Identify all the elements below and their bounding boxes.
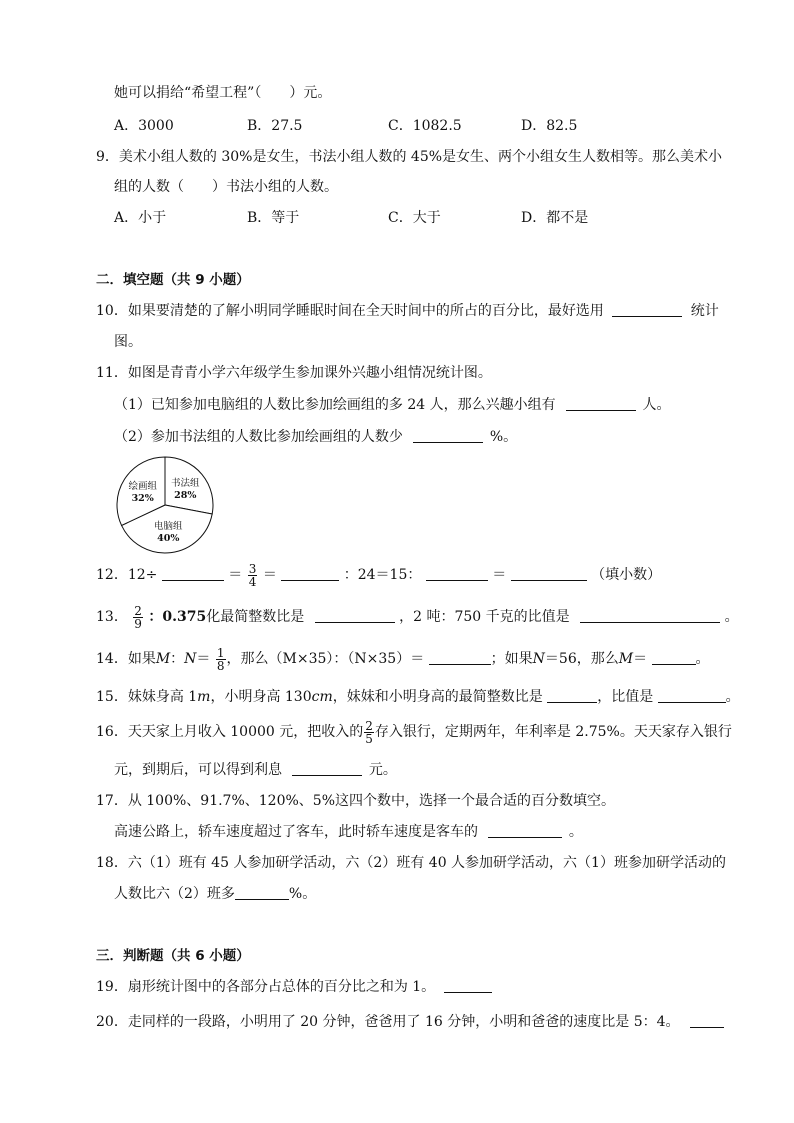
- q15-text-a: 15．妹妹身高 1: [96, 689, 198, 705]
- q16-frac-denominator: 5: [365, 731, 373, 746]
- pie-value-drawing: 32%: [131, 492, 154, 504]
- q10-line1: [96, 302, 719, 320]
- q14-text-f: 。: [695, 651, 710, 667]
- q12-blank-1[interactable]: [162, 566, 224, 581]
- q13-number: 13．: [96, 609, 128, 625]
- q20-blank[interactable]: [690, 1013, 724, 1028]
- q14-text-c: ；如果: [490, 651, 533, 667]
- q12-text-a: 12．12÷: [96, 567, 158, 583]
- q14-text-b: ，那么（M×35）：（N×35）＝: [226, 651, 425, 667]
- q11-sub1-unit: 人。: [642, 397, 671, 413]
- q8-option-a[interactable]: A．3000: [114, 118, 174, 134]
- q14-blank-2[interactable]: [652, 650, 696, 665]
- q18-line2-text: 人数比六（2）班多: [114, 886, 235, 902]
- q12-eq-3: ＝: [492, 567, 507, 583]
- q12-frac-numerator: 3: [248, 561, 257, 576]
- q14-var-n2: N: [532, 651, 545, 667]
- q13-text-d: 。: [724, 609, 739, 625]
- q12-eq-1: ＝: [228, 567, 243, 583]
- section-heading-judgment: 三．判断题（共 6 小题）: [96, 948, 250, 964]
- q13-text-c: ，2 吨：750 千克的比值是: [399, 609, 570, 625]
- pie-label-computer: 电脑组: [154, 521, 183, 533]
- q16-fraction: [364, 720, 374, 745]
- q13-blank-1[interactable]: [315, 608, 395, 623]
- q20: [96, 1013, 724, 1031]
- q14-frac-denominator: 8: [216, 658, 225, 673]
- q11-stem: 11．如图是青青小学六年级学生参加课外兴趣小组情况统计图。: [96, 365, 492, 381]
- q9-stem-line1: 9．美术小组人数的 30%是女生，书法小组人数的 45%是女生、两个小组女生人数相等。那么美术小: [96, 149, 723, 165]
- q20-text: 20．走同样的一段路，小明用了 20 分钟，爸爸用了 16 分钟，小明和爸爸的速度比是 5：4。: [96, 1014, 680, 1030]
- q17-line1: 17．从 100%、91.7%、120%、5%这四个数中，选择一个最合适的百分数填空。: [96, 793, 615, 809]
- q17-line2-text: 高速公路上，轿车速度超过了客车，此时轿车速度是客车的: [114, 824, 478, 840]
- pie-label-drawing: 绘画组: [128, 480, 157, 492]
- q13-frac-numerator: 2: [134, 603, 142, 618]
- q10-text-b: 统计: [690, 303, 719, 319]
- q13: [96, 603, 739, 631]
- q11-sub2: [114, 428, 517, 446]
- q19-blank[interactable]: [444, 978, 492, 993]
- q15-blank-1[interactable]: [547, 688, 597, 703]
- q12-text-d: ：24＝15：: [343, 567, 422, 583]
- q14-text-e: ＝: [633, 651, 648, 667]
- q9-option-b[interactable]: B．等于: [247, 210, 300, 226]
- q14-text-d: ＝56，那么: [544, 651, 619, 667]
- q12-blank-2[interactable]: [281, 566, 339, 581]
- q18-line1: 18．六（1）班有 45 人参加研学活动，六（2）班有 40 人参加研学活动，六（1）班参加研学活动的: [96, 855, 726, 871]
- q13-frac-denominator: 9: [134, 616, 142, 631]
- q16-line2-unit: 元。: [368, 762, 397, 778]
- q18-line2: [114, 885, 316, 903]
- q14-frac-numerator: 1: [216, 645, 225, 660]
- q13-ratio: ：0.375: [148, 609, 207, 625]
- pie-value-calligraphy: 28%: [174, 490, 197, 502]
- q15-text-c: ，妹妹和小明身高的最简整数比是: [332, 689, 543, 705]
- q16-line1: [96, 718, 732, 746]
- q11-sub1-blank[interactable]: [566, 396, 636, 411]
- q14: [96, 645, 710, 673]
- q12-eq-2: ＝: [262, 567, 277, 583]
- q10-answer-blank[interactable]: [612, 302, 682, 317]
- q11-sub2-unit: %。: [489, 429, 518, 445]
- q11-sub1-text: （1）已知参加电脑组的人数比参加绘画组的多 24 人，那么兴趣小组有: [114, 397, 556, 413]
- q10-text-a: 10．如果要清楚的了解小明同学睡眠时间在全天时间中的所占的百分比，最好选用: [96, 303, 604, 319]
- q16-line2-text: 元，到期后，可以得到利息: [114, 762, 282, 778]
- q14-fraction: [216, 647, 226, 672]
- q15: [96, 688, 740, 706]
- q8-option-c[interactable]: C．1082.5: [388, 118, 462, 134]
- q16-frac-numerator: 2: [365, 718, 373, 733]
- q10-line2: 图。: [114, 334, 142, 350]
- q19-text: 19．扇形统计图中的各部分占总体的百分比之和为 1。: [96, 979, 436, 995]
- q13-blank-2[interactable]: [580, 608, 720, 623]
- q16-line2: [114, 761, 397, 779]
- q16-text-a: 16．天天家上月收入 10000 元，把收入的: [96, 724, 364, 740]
- q9-option-d[interactable]: D．都不是: [521, 210, 589, 226]
- q14-var-m: M: [155, 651, 171, 667]
- q12: [96, 561, 661, 589]
- q19: [96, 978, 492, 996]
- q15-text-d: ，比值是: [597, 689, 654, 705]
- q14-blank-1[interactable]: [429, 650, 491, 665]
- q15-text-b: ，小明身高 130: [210, 689, 312, 705]
- q18-blank[interactable]: [235, 885, 289, 900]
- q16-text-b: 存入银行，定期两年，年利率是 2.75%。天天家存入银行: [374, 724, 732, 740]
- q14-var-m2: M: [618, 651, 634, 667]
- q12-fraction: [248, 563, 258, 588]
- q14-var-n: N: [184, 651, 197, 667]
- pie-label-calligraphy: 书法组: [171, 478, 200, 490]
- section-heading-fill-in: 二．填空题（共 9 小题）: [96, 272, 250, 288]
- q12-frac-denominator: 4: [248, 574, 257, 589]
- q9-stem-line2: 组的人数（ ）书法小组的人数。: [114, 179, 338, 195]
- q14-colon: ：: [170, 651, 185, 667]
- q13-fraction: [133, 605, 143, 630]
- q18-line2-unit: %。: [288, 886, 317, 902]
- q12-text-f: （填小数）: [591, 567, 662, 583]
- interest-group-pie-chart: [112, 455, 222, 555]
- q13-text-b: 化最简整数比是: [206, 609, 305, 625]
- q8-option-b[interactable]: B．27.5: [247, 118, 303, 134]
- q15-blank-2[interactable]: [658, 688, 726, 703]
- q11-sub2-text: （2）参加书法组的人数比参加绘画组的人数少: [114, 429, 403, 445]
- q11-sub2-blank[interactable]: [413, 428, 483, 443]
- q8-stem-tail: 她可以捐给“希望工程”（ ）元。: [114, 85, 332, 101]
- q17-blank[interactable]: [488, 823, 562, 838]
- q9-option-a[interactable]: A．小于: [114, 210, 167, 226]
- q8-option-d[interactable]: D．82.5: [521, 118, 578, 134]
- q17-line2: [114, 823, 583, 841]
- q14-text-a: 14．如果: [96, 651, 156, 667]
- q12-blank-4[interactable]: [511, 566, 587, 581]
- q14-eq: ＝: [196, 651, 211, 667]
- q17-line2-end: 。: [568, 824, 583, 840]
- q15-text-e: 。: [725, 689, 740, 705]
- q15-unit-cm: cm: [311, 689, 333, 705]
- q12-blank-3[interactable]: [426, 566, 488, 581]
- q9-option-c[interactable]: C．大于: [388, 210, 441, 226]
- q15-unit-m: m: [197, 689, 211, 705]
- q11-sub1: [114, 396, 671, 414]
- pie-value-computer: 40%: [157, 533, 180, 545]
- q16-blank[interactable]: [292, 761, 362, 776]
